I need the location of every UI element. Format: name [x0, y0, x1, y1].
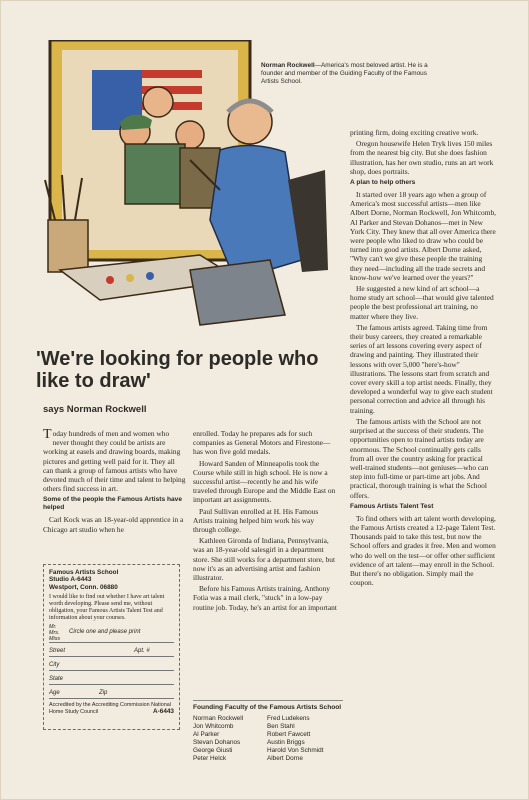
state-label: State: [49, 676, 64, 683]
section-heading-talent-test: Famous Artists Talent Test: [350, 502, 434, 510]
article-column-3: [350, 128, 496, 589]
coupon-footer: [49, 702, 174, 715]
faculty-title: Founding Faculty of the Famous Artists School: [193, 700, 343, 712]
state-field[interactable]: [49, 673, 174, 685]
section-heading-helped: Some of the people the Famous Artists have helped: [43, 496, 182, 512]
col2-paragraph-2: Howard Sanden of Minneapolis took the Course while still in high school. He is now a successful artist—recently he and his wife traveled through Europe and the Middle East on important art assignments.: [193, 458, 336, 505]
age-zip-field[interactable]: [49, 687, 174, 699]
mail-coupon[interactable]: [43, 564, 180, 730]
circle-instruction: Circle one and please print: [69, 629, 141, 636]
faculty-member: Austin Briggs: [267, 739, 305, 746]
name-field[interactable]: [49, 624, 174, 643]
col1-paragraph-2: Carl Kock was an 18-year-old apprentice in a Chicago art studio when he: [43, 515, 184, 534]
coupon-studio: Studio A-6443: [49, 576, 92, 584]
coupon-address: Westport, Conn. 06880: [49, 583, 118, 591]
street-label: Street: [49, 648, 66, 655]
col2-paragraph-5: Before his Famous Artists training, Anthony Fotia was a mail clerk, "stuck" in a low-pay routine job. Today, he's an artist for an important: [193, 584, 337, 612]
drop-cap: T: [43, 427, 52, 442]
col2-paragraph-3: Paul Sullivan enrolled at H. His Famous Artists training helped him work his way through college.: [193, 506, 319, 535]
city-label: City: [49, 662, 60, 669]
faculty-member: Jon Whitcomb: [193, 723, 234, 730]
faculty-member: Robert Fawcett: [267, 731, 311, 738]
apt-label: Apt. #: [134, 648, 150, 655]
faculty-member: Stevan Dohanos: [193, 739, 241, 746]
col1-paragraph-1: oday hundreds of men and women who never thought they could be artists are working at easels and drawing boards, making pictures and getting well paid for it. They all can thank a group of famous artists who have devoted much of their time and talent to helping others find success in art.: [43, 429, 186, 494]
caption-name: Norman Rockwell: [261, 62, 315, 69]
col3-paragraph-2: Oregon housewife Helen Tryk lives 150 miles from the nearest big city. But she does fashion illustration, has her own studio, runs an art work shop, does portraits.: [350, 139, 494, 176]
col3-paragraph-3: It started over 18 years ago when a group of America's most successful artists—men like Albert Dorne, Norman Rockwell, Jon Whitcomb, Al Parker and Stevan Dohanos—met in New York City. They knew that all over America there were people who liked to draw who could be turned into good artists. Albert Dorne asked, "Why can't we give these people the training they need—including all the trade secrets and know-how we've learned over the years?": [350, 190, 497, 282]
zip-label: Zip: [99, 690, 108, 697]
faculty-member: Albert Dorne: [267, 755, 303, 762]
section-heading-plan: A plan to help others: [350, 179, 416, 187]
page-subhead: says Norman Rockwell: [43, 404, 147, 415]
col3-paragraph-1: printing firm, doing exciting creative work.: [350, 128, 479, 137]
faculty-list-left: [193, 715, 267, 763]
faculty-member: Norman Rockwell: [193, 715, 244, 722]
caption-text: —America's most beloved artist. He is a founder and member of the Guiding Faculty of the Famous Artists School.: [261, 62, 428, 85]
col3-paragraph-5: The famous artists agreed. Taking time from their busy careers, they created a remarkable series of art lessons covering every aspect of drawing and painting. They illustrated their lessons with over 5,000 "here's-how" illustrations. The lessons start from scratch and cover every skill a top artist needs. Finally, they developed a wonderful way to give each student personal correction and advice all through his training.: [350, 322, 493, 415]
faculty-member: Fred Ludekens: [267, 715, 310, 722]
coupon-code: A-6443: [153, 707, 174, 715]
age-label: Age: [49, 690, 60, 697]
faculty-list-right: [267, 715, 341, 763]
col3-paragraph-7: To find others with art talent worth developing, the Famous Artists created a 12-page Talent Test. Thousands paid to take this test, but now the School offers and grades it free. Men and women who do well on the test—or offer other sufficient evidence of art talent—may enroll in the School. But there's no obligation. Simply mail the coupon.: [350, 513, 496, 588]
faculty-member: Al Parker: [193, 731, 220, 738]
faculty-member: Peter Helck: [193, 755, 227, 762]
article-column-2: [193, 429, 338, 614]
founding-faculty-box: [193, 700, 343, 763]
illustration-caption: [261, 62, 439, 86]
coupon-school: Famous Artists School: [49, 569, 119, 576]
faculty-member: Harold Von Schmidt: [267, 747, 324, 754]
col3-paragraph-4: He suggested a new kind of art school—a home study art school—that would give talented people the best professional art training, no matter where they live.: [350, 284, 494, 321]
col2-paragraph-4: Kathleen Gironda of Indiana, Pennsylvania, was an 18-year-old salesgirl in a department store. She still works for a department store, but now it's as an advertising artist and fashion illustrator.: [193, 536, 336, 583]
title-label: Mr. Mrs. Miss: [49, 624, 61, 643]
faculty-member: Ben Stahl: [267, 723, 295, 730]
street-field[interactable]: [49, 645, 174, 657]
col3-paragraph-6: The famous artists with the School are not surprised at the success of their students. The opportunities open to trained artists today are enormous. The School continually gets calls from all over the country asking for practical well-trained students—not geniuses—who can step into full-time or part-time art jobs. And practical, thorough training is what the School offers.: [350, 416, 489, 500]
accreditation-text: Accredited by the Accrediting Commission National Home Study Council: [49, 702, 171, 715]
article-column-1: [43, 429, 186, 536]
col2-paragraph-1: enrolled. Today he prepares ads for such companies as General Motors and Firestone—has won five gold medals.: [193, 429, 331, 457]
coupon-body: I would like to find out whether I have art talent worth developing. Please send me, without obligation, your Famous Artists Talent Test and information about your courses.: [49, 594, 165, 622]
faculty-member: George Giusti: [193, 747, 233, 754]
city-field[interactable]: [49, 659, 174, 671]
page-headline: 'We're looking for people who like to draw': [36, 348, 319, 392]
